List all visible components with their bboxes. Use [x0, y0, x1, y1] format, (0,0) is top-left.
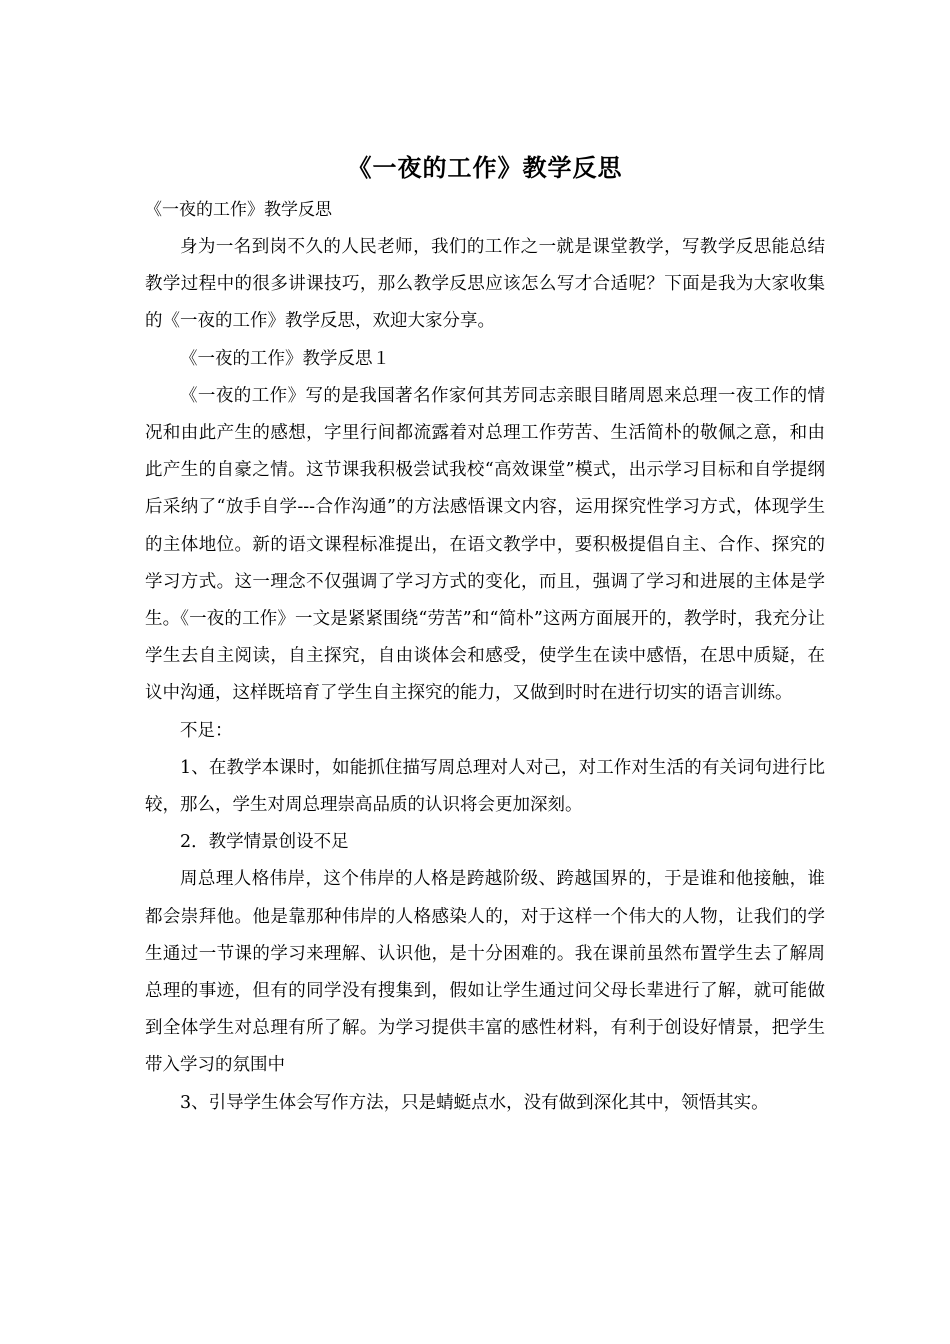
document-page — [145, 150, 825, 1122]
section-heading-1: 《一夜的工作》教学反思１ — [180, 348, 390, 369]
paragraph-intro: 身为一名到岗不久的人民老师，我们的工作之一就是课堂教学，写教学反思能总结教学过程中的很多讲课技巧，那么教学反思应该怎么写才合适呢？下面是我为大家收集的《一夜的工作》教学反思，欢迎大家分享。 — [145, 237, 825, 332]
shortcomings-heading: 不足： — [180, 720, 233, 741]
document-subtitle: 《一夜的工作》教学反思 — [145, 200, 332, 220]
paragraph-body: 《一夜的工作》写的是我国著名作家何其芳同志亲眼目睹周恩来总理一夜工作的情况和由此产生的感想，字里行间都流露着对总理工作劳苦、生活简朴的敬佩之意，和由此产生的自豪之情。这节课我积极尝试我校“高效课堂”模式，出示学习目标和自学提纲后采纳了“放手自学---合作沟通”的方法感悟课文内容，运用探究性学习方式，体现学生的主体地位。新的语文课程标准提出，在语文教学中，要积极提倡自主、合作、探究的学习方式。这一理念不仅强调了学习方式的变化，而且，强调了学习和进展的主体是学生。《一夜的工作》一文是紧紧围绕“劳苦”和“简朴”这两方面展开的，教学时，我充分让学生去自主阅读，自主探究，自由谈体会和感受，使学生在读中感悟，在思中质疑，在议中沟通，这样既培育了学生自主探究的能力，又做到时时在进行切实的语言训练。 — [145, 385, 825, 704]
shortcoming-item-2-heading: 2．教学情景创设不足 — [180, 832, 349, 853]
document-title: 《一夜的工作》教学反思 — [347, 153, 623, 182]
shortcoming-item-3: 3、引导学生体会写作方法，只是蜻蜓点水，没有做到深化其中，领悟其实。 — [180, 1092, 769, 1113]
shortcoming-item-2-body: 周总理人格伟岸，这个伟岸的人格是跨越阶级、跨越国界的，于是谁和他接触，谁都会崇拜他。他是靠那种伟岸的人格感染人的，对于这样一个伟大的人物，让我们的学生通过一节课的学习来理解、认识他，是十分困难的。我在课前虽然布置学生去了解周总理的事迹，但有的同学没有搜集到，假如让学生通过问父母长辈进行了解，就可能做到全体学生对总理有所了解。为学习提供丰富的感性材料，有利于创设好情景，把学生带入学习的氛围中 — [145, 869, 825, 1076]
shortcoming-item-1: 1、在教学本课时，如能抓住描写周总理对人对己，对工作对生活的有关词句进行比较，那么，学生对周总理崇高品质的认识将会更加深刻。 — [145, 757, 825, 816]
